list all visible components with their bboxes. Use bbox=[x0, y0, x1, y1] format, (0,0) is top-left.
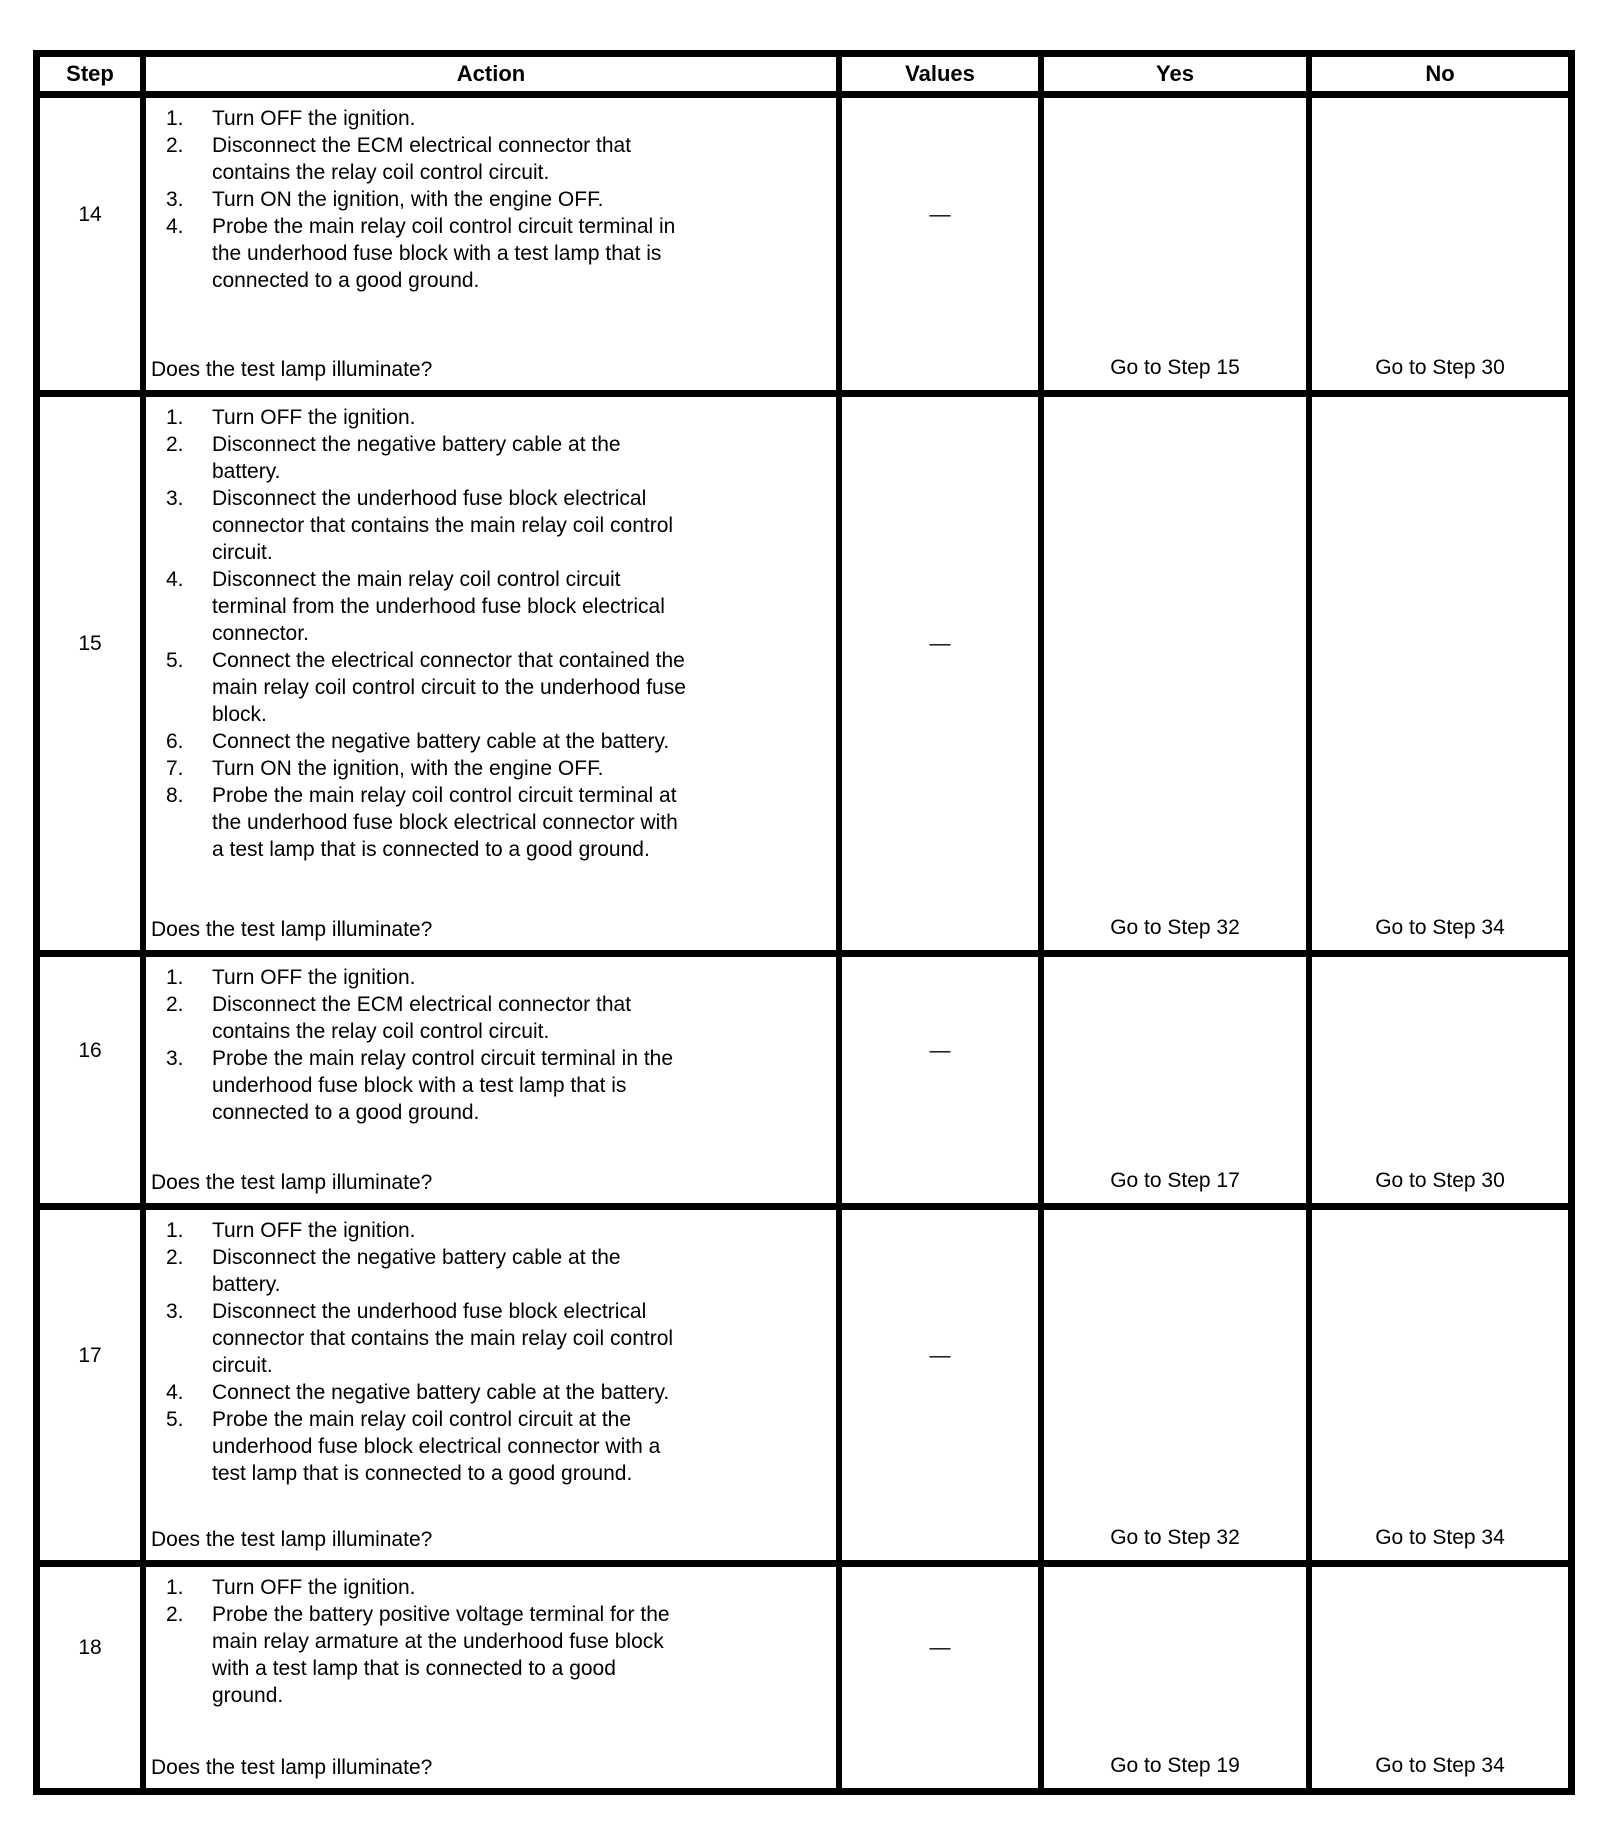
action-item bbox=[166, 1244, 832, 1298]
action-item-text: Probe the main relay coil control circuit at the underhood fuse block electrical connector with a test lamp that is connected to a good ground. bbox=[212, 1408, 661, 1485]
action-item-number: 3. bbox=[166, 188, 184, 211]
no-cell bbox=[1306, 1210, 1568, 1560]
action-cell bbox=[140, 957, 836, 1203]
yes-goto: Go to Step 15 bbox=[1110, 356, 1240, 379]
action-item-text: Connect the negative battery cable at the battery. bbox=[212, 730, 670, 753]
action-item-text: Disconnect the negative battery cable at the battery. bbox=[212, 1246, 621, 1296]
table-row bbox=[40, 1203, 1568, 1560]
action-cell bbox=[140, 1567, 836, 1788]
yes-cell bbox=[1038, 1567, 1306, 1788]
action-item-number: 1. bbox=[166, 1219, 184, 1242]
header-values-label: Values bbox=[905, 61, 975, 86]
step-number: 17 bbox=[78, 1343, 102, 1367]
action-item-number: 2. bbox=[166, 1246, 184, 1269]
yes-cell bbox=[1038, 957, 1306, 1203]
action-item-number: 2. bbox=[166, 433, 184, 456]
action-list bbox=[149, 105, 832, 294]
action-item-number: 2. bbox=[166, 134, 184, 157]
no-cell bbox=[1306, 98, 1568, 390]
action-item bbox=[166, 132, 832, 186]
header-row bbox=[40, 57, 1568, 91]
action-list bbox=[149, 1574, 832, 1709]
values-dash: — bbox=[929, 1038, 951, 1062]
action-item-text: Turn OFF the ignition. bbox=[212, 406, 416, 429]
action-item-text: Disconnect the main relay coil control circuit terminal from the underhood fuse block electrical connector. bbox=[212, 568, 665, 645]
action-item-number: 4. bbox=[166, 1381, 184, 1404]
step-number: 14 bbox=[78, 202, 102, 226]
step-number: 16 bbox=[78, 1038, 102, 1062]
action-item-number: 1. bbox=[166, 107, 184, 130]
action-item bbox=[166, 755, 832, 782]
values-cell bbox=[836, 1567, 1038, 1788]
action-item-number: 5. bbox=[166, 649, 184, 672]
action-item-number: 3. bbox=[166, 1047, 184, 1070]
action-item-text: Turn OFF the ignition. bbox=[212, 966, 416, 989]
action-list bbox=[149, 964, 832, 1126]
action-item-text: Disconnect the ECM electrical connector that contains the relay coil control circuit. bbox=[212, 134, 632, 184]
action-item-text: Disconnect the ECM electrical connector that contains the relay coil control circuit. bbox=[212, 993, 632, 1043]
action-item-text: Probe the main relay coil control circuit terminal in the underhood fuse block with a test lamp that is connected to a good ground. bbox=[212, 215, 676, 292]
no-goto: Go to Step 30 bbox=[1375, 356, 1505, 379]
no-goto: Go to Step 30 bbox=[1375, 1169, 1505, 1192]
step-cell bbox=[40, 1567, 140, 1788]
yes-goto: Go to Step 32 bbox=[1110, 1526, 1240, 1549]
header-step bbox=[40, 57, 140, 91]
action-item bbox=[166, 1601, 832, 1709]
table-row bbox=[40, 91, 1568, 390]
yes-cell bbox=[1038, 397, 1306, 950]
no-goto: Go to Step 34 bbox=[1375, 916, 1505, 939]
step-number: 18 bbox=[78, 1636, 102, 1659]
step-cell bbox=[40, 957, 140, 1203]
action-item-text: Turn ON the ignition, with the engine OFF. bbox=[212, 757, 604, 780]
action-item-text: Disconnect the underhood fuse block electrical connector that contains the main relay coil control circuit. bbox=[212, 1300, 674, 1377]
no-cell bbox=[1306, 1567, 1568, 1788]
values-dash: — bbox=[929, 1636, 951, 1659]
action-item-number: 2. bbox=[166, 993, 184, 1016]
header-no-label: No bbox=[1425, 61, 1455, 86]
action-item bbox=[166, 404, 832, 431]
step-cell bbox=[40, 98, 140, 390]
values-cell bbox=[836, 1210, 1038, 1560]
values-cell bbox=[836, 397, 1038, 950]
yes-cell bbox=[1038, 1210, 1306, 1560]
action-item-number: 1. bbox=[166, 406, 184, 429]
no-cell bbox=[1306, 397, 1568, 950]
action-item-number: 3. bbox=[166, 487, 184, 510]
yes-goto: Go to Step 17 bbox=[1110, 1169, 1240, 1192]
action-item bbox=[166, 1298, 832, 1379]
action-item-text: Turn OFF the ignition. bbox=[212, 1219, 416, 1242]
action-question: Does the test lamp illuminate? bbox=[151, 1171, 433, 1194]
values-cell bbox=[836, 957, 1038, 1203]
action-item-number: 2. bbox=[166, 1603, 184, 1626]
header-action bbox=[140, 57, 836, 91]
action-item-text: Connect the electrical connector that contained the main relay coil control circuit to the underhood fuse block. bbox=[212, 649, 686, 726]
header-action-label: Action bbox=[456, 61, 526, 86]
action-item bbox=[166, 1379, 832, 1406]
action-item bbox=[166, 1574, 832, 1601]
action-item-text: Disconnect the negative battery cable at the battery. bbox=[212, 433, 621, 483]
action-question: Does the test lamp illuminate? bbox=[151, 358, 433, 381]
action-item-number: 4. bbox=[166, 568, 184, 591]
action-item-number: 7. bbox=[166, 757, 184, 780]
header-step-label: Step bbox=[66, 61, 114, 86]
yes-goto: Go to Step 32 bbox=[1110, 916, 1240, 939]
action-list bbox=[149, 1217, 832, 1487]
action-item-number: 8. bbox=[166, 784, 184, 807]
values-dash: — bbox=[929, 632, 951, 655]
action-item bbox=[166, 105, 832, 132]
table-row bbox=[40, 1560, 1568, 1788]
no-cell bbox=[1306, 957, 1568, 1203]
action-item bbox=[166, 782, 832, 863]
action-item-text: Probe the battery positive voltage terminal for the main relay armature at the underhood fuse block with a test lamp that is connected to a good ground. bbox=[212, 1603, 670, 1707]
action-item bbox=[166, 566, 832, 647]
yes-goto: Go to Step 19 bbox=[1110, 1754, 1240, 1777]
no-goto: Go to Step 34 bbox=[1375, 1526, 1505, 1549]
action-item-text: Turn OFF the ignition. bbox=[212, 1576, 416, 1599]
table-header bbox=[40, 57, 1568, 91]
action-item-number: 4. bbox=[166, 215, 184, 238]
table-row bbox=[40, 390, 1568, 950]
diagnostic-table bbox=[33, 50, 1575, 1795]
table-body bbox=[40, 91, 1568, 1788]
table-row bbox=[40, 950, 1568, 1203]
action-list bbox=[149, 404, 832, 863]
action-item bbox=[166, 991, 832, 1045]
yes-cell bbox=[1038, 98, 1306, 390]
action-item-text: Disconnect the underhood fuse block electrical connector that contains the main relay coil control circuit. bbox=[212, 487, 674, 564]
values-dash: — bbox=[929, 202, 951, 226]
action-item-text: Turn OFF the ignition. bbox=[212, 107, 416, 130]
step-number: 15 bbox=[78, 632, 102, 655]
header-yes bbox=[1038, 57, 1306, 91]
step-cell bbox=[40, 397, 140, 950]
action-item bbox=[166, 213, 832, 294]
action-item bbox=[166, 647, 832, 728]
action-item bbox=[166, 186, 832, 213]
action-item-number: 1. bbox=[166, 1576, 184, 1599]
no-goto: Go to Step 34 bbox=[1375, 1754, 1505, 1777]
action-item-number: 3. bbox=[166, 1300, 184, 1323]
action-item-number: 6. bbox=[166, 730, 184, 753]
action-item bbox=[166, 728, 832, 755]
action-item-number: 5. bbox=[166, 1408, 184, 1431]
action-item bbox=[166, 1406, 832, 1487]
action-item bbox=[166, 964, 832, 991]
action-item bbox=[166, 431, 832, 485]
action-question: Does the test lamp illuminate? bbox=[151, 918, 433, 941]
action-item bbox=[166, 1217, 832, 1244]
values-cell bbox=[836, 98, 1038, 390]
action-cell bbox=[140, 1210, 836, 1560]
action-question: Does the test lamp illuminate? bbox=[151, 1756, 433, 1779]
header-no bbox=[1306, 57, 1568, 91]
header-values bbox=[836, 57, 1038, 91]
header-yes-label: Yes bbox=[1156, 61, 1194, 86]
values-dash: — bbox=[929, 1343, 951, 1367]
action-question: Does the test lamp illuminate? bbox=[151, 1528, 433, 1551]
step-cell bbox=[40, 1210, 140, 1560]
action-item bbox=[166, 1045, 832, 1126]
action-item-text: Probe the main relay control circuit terminal in the underhood fuse block with a test lamp that is connected to a good ground. bbox=[212, 1047, 674, 1124]
action-item-text: Probe the main relay coil control circuit terminal at the underhood fuse block electrical connector with a test lamp that is connected to a good ground. bbox=[212, 784, 678, 861]
action-item-number: 1. bbox=[166, 966, 184, 989]
action-item bbox=[166, 485, 832, 566]
action-item-text: Turn ON the ignition, with the engine OFF. bbox=[212, 188, 604, 211]
action-cell bbox=[140, 98, 836, 390]
action-item-text: Connect the negative battery cable at the battery. bbox=[212, 1381, 670, 1404]
action-cell bbox=[140, 397, 836, 950]
